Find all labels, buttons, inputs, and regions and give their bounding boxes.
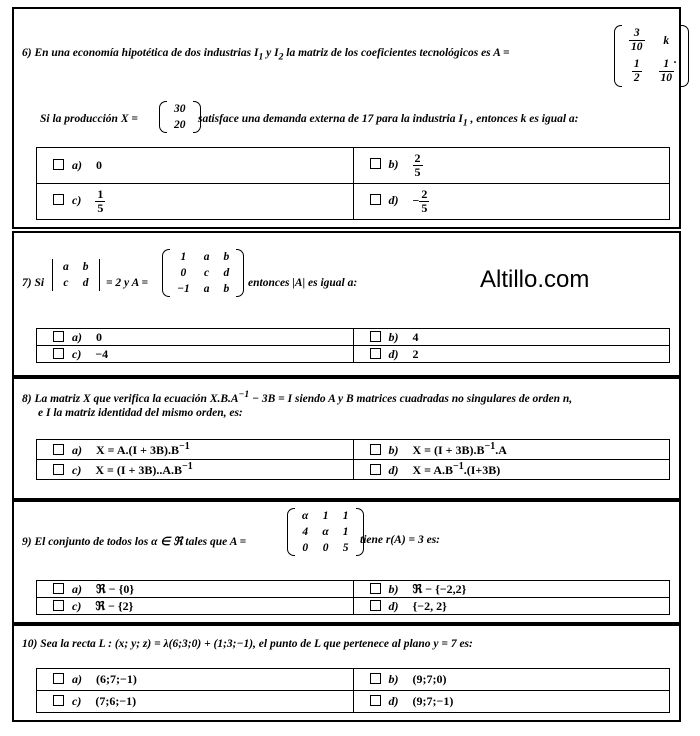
checkbox[interactable] xyxy=(53,583,64,594)
checkbox[interactable] xyxy=(370,158,381,169)
checkbox[interactable] xyxy=(53,444,64,455)
question-10-statement: 10) Sea la recta L : (x; y; z) = λ(6;3;0) + (1;3;−1), el punto de L que pertenece al plano y = 7 es: xyxy=(22,638,473,650)
checkbox[interactable] xyxy=(370,695,381,706)
option-a[interactable]: a) (6;7;−1) xyxy=(37,669,354,691)
question-8-statement: 8) La matriz X que verifica la ecuación $X.B.A^{-1} - 3B = I$ siendo A y B matrices cuadradas no singulares de orden n, xyxy=(22,389,573,405)
question-6-statement-3: satisface una demanda externa de 17 para la industria $I_1$ , entonces k es igual a: xyxy=(198,113,579,129)
option-d[interactable]: d) 2 xyxy=(353,346,670,363)
checkbox[interactable] xyxy=(370,464,381,475)
checkbox[interactable] xyxy=(370,600,381,611)
option-a[interactable]: a) ℜ − {0} xyxy=(37,581,354,598)
checkbox[interactable] xyxy=(370,348,381,359)
option-a[interactable]: a) 0 xyxy=(37,329,354,346)
checkbox[interactable] xyxy=(53,331,64,342)
question-6 xyxy=(12,7,681,229)
question-6-statement: 6) En una economía hipotética de dos industrias $I_1$ y $I_2$ la matriz de los coeficientes tecnológicos es A = xyxy=(22,47,510,63)
checkbox[interactable] xyxy=(370,331,381,342)
question-7-end: entonces |A| es igual a: xyxy=(248,277,358,289)
checkbox[interactable] xyxy=(53,194,64,205)
matrix-A-q6: $\frac{3}{10}$ k $\frac{1}{2}$ $\frac{1}{10}$ xyxy=(614,25,689,87)
options-q6 xyxy=(36,147,670,220)
question-8-statement-2: e I la matriz identidad del mismo orden, es: xyxy=(38,407,243,419)
checkbox[interactable] xyxy=(53,600,64,611)
matrix-A-q7: 1 a b 0 c d −1 a b xyxy=(162,249,244,297)
options-q10 xyxy=(36,668,670,713)
matrix-A-q9: α 1 1 4 α 1 0 0 5 xyxy=(287,508,364,556)
option-c[interactable]: c) −4 xyxy=(37,346,354,363)
options-q9 xyxy=(36,580,670,615)
question-10 xyxy=(12,624,681,722)
checkbox[interactable] xyxy=(53,348,64,359)
option-b[interactable]: b) ℜ − {−2,2} xyxy=(353,581,670,598)
option-c[interactable]: c) $\frac{1}{5}$ xyxy=(37,184,354,220)
vector-X: 30 20 xyxy=(159,101,201,133)
option-c[interactable]: c) $X = (I + 3B)..A.B^{-1}$ xyxy=(37,460,354,480)
option-d[interactable]: d) − $\frac{2}{5}$ xyxy=(353,184,670,220)
checkbox[interactable] xyxy=(370,673,381,684)
checkbox[interactable] xyxy=(53,464,64,475)
question-9-statement: 9) El conjunto de todos los α ∈ ℜ tales que A = xyxy=(22,536,247,548)
checkbox[interactable] xyxy=(370,583,381,594)
checkbox[interactable] xyxy=(53,159,64,170)
option-c[interactable]: c) (7;6;−1) xyxy=(37,691,354,713)
question-8 xyxy=(12,377,681,500)
question-7-eq: = 2 y A = xyxy=(106,277,149,289)
option-d[interactable]: d) {−2, 2} xyxy=(353,598,670,615)
checkbox[interactable] xyxy=(370,194,381,205)
option-d[interactable]: d) (9;7;−1) xyxy=(353,691,670,713)
option-a[interactable]: a) $X = A.(I + 3B).B^{-1}$ xyxy=(37,440,354,460)
option-b[interactable]: b) $\frac{2}{5}$ xyxy=(353,148,670,184)
checkbox[interactable] xyxy=(370,444,381,455)
question-9 xyxy=(12,500,681,624)
question-9-rank: tiene r(A) = 3 es: xyxy=(360,534,441,546)
question-6-statement-2: Si la producción X = xyxy=(40,113,138,125)
options-q8 xyxy=(36,439,670,480)
question-7 xyxy=(12,231,681,377)
determinant: a b c d xyxy=(50,259,102,291)
option-a[interactable]: a) 0 xyxy=(37,148,354,184)
watermark: Altillo.com xyxy=(480,266,590,293)
options-q7 xyxy=(36,328,670,363)
checkbox[interactable] xyxy=(53,695,64,706)
option-b[interactable]: b) 4 xyxy=(353,329,670,346)
checkbox[interactable] xyxy=(53,673,64,684)
question-7-si: 7) Si xyxy=(22,277,45,289)
option-d[interactable]: d) $X = A.B^{-1}.(I+3B)$ xyxy=(353,460,670,480)
period: . xyxy=(674,54,677,66)
option-c[interactable]: c) ℜ − {2} xyxy=(37,598,354,615)
option-b[interactable]: b) (9;7;0) xyxy=(353,669,670,691)
option-b[interactable]: b) $X = (I + 3B).B^{-1}.A$ xyxy=(353,440,670,460)
